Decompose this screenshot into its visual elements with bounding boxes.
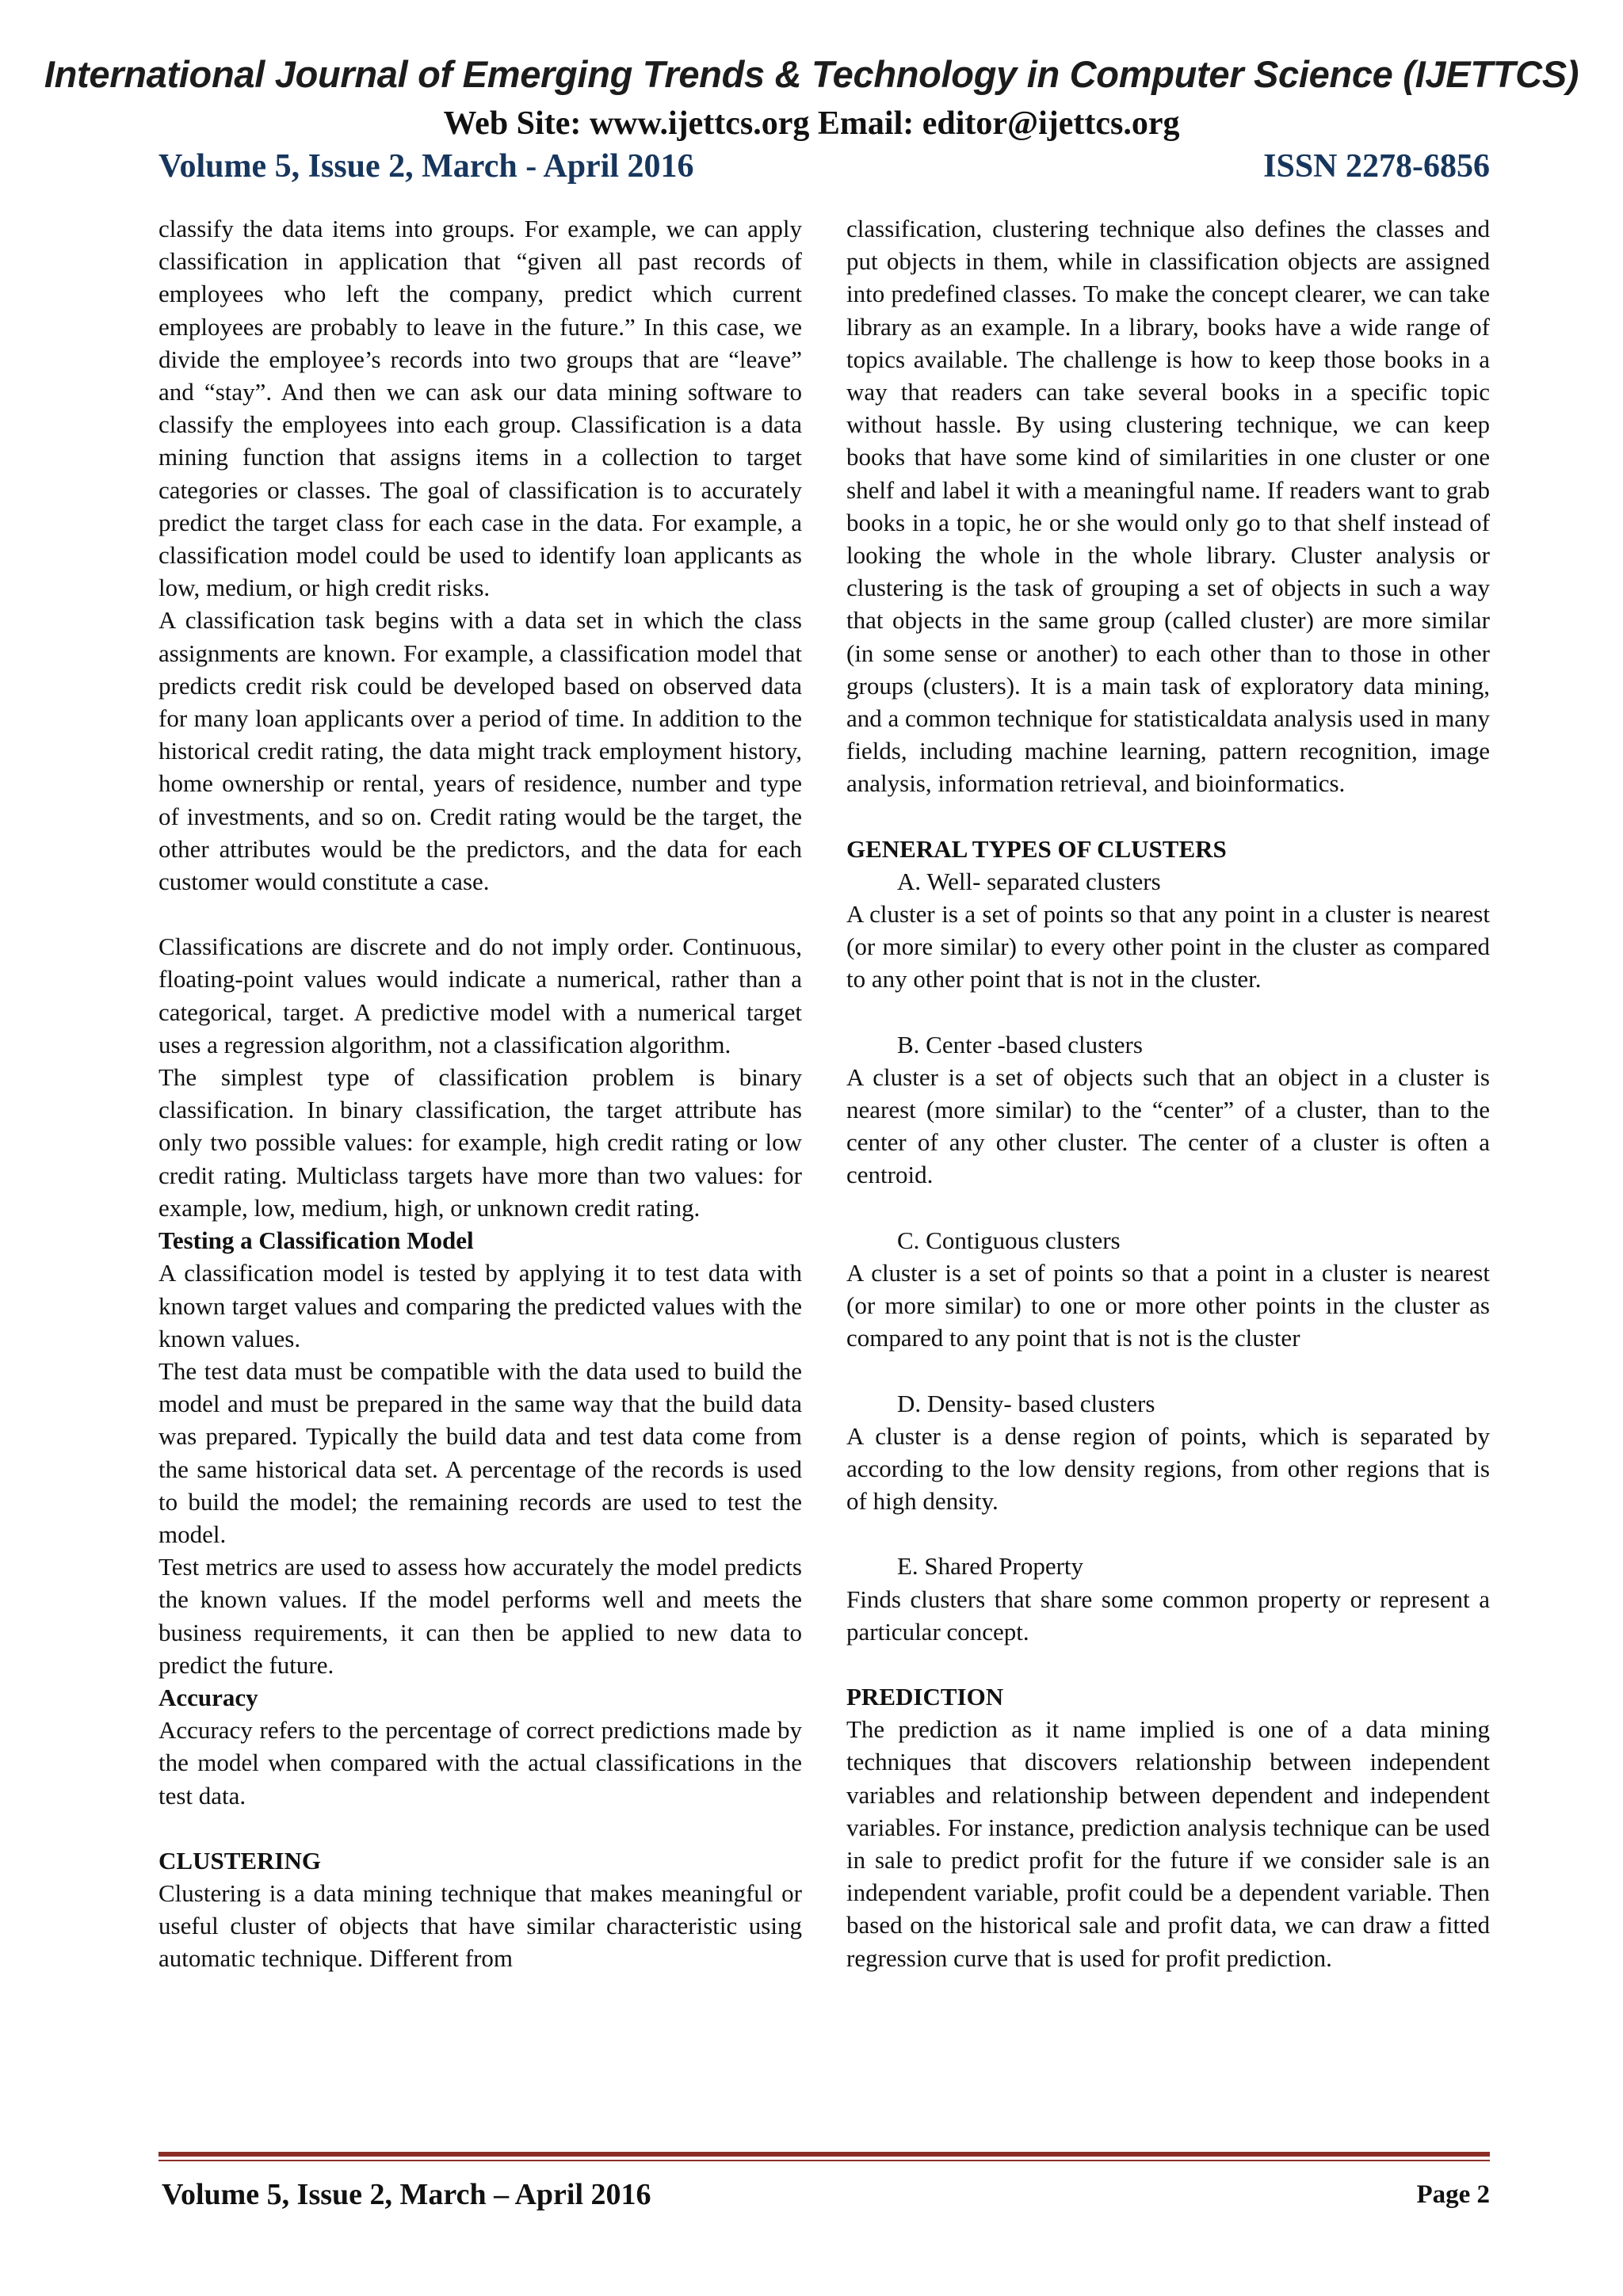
paragraph: A cluster is a dense region of points, which is separated by according to the low density regions, from other regions that is of high density. xyxy=(846,1421,1490,1516)
footer-page-number: Page 2 xyxy=(1416,2180,1490,2209)
section-heading-accuracy: Accuracy xyxy=(158,1683,258,1711)
right-column xyxy=(846,212,1490,1974)
subheading-density-based: D. Density- based clusters xyxy=(897,1389,1155,1417)
paragraph-spacer xyxy=(158,898,802,930)
paragraph: Classifications are discrete and do not imply order. Continuous, floating-point values would indicate a numerical, rather than a categorical, target. A predictive model with a numerical target uses a regression algorithm, not a classification algorithm. xyxy=(158,933,802,1058)
header-volume-issue: Volume 5, Issue 2, March - April 2016 xyxy=(158,148,694,185)
section-heading-prediction: PREDICTION xyxy=(846,1682,1004,1711)
paragraph: The test data must be compatible with the data used to build the model and must be prepared in the same way that the build data was prepared. Typically the build data and test data come from the same historical data set. A percentage of the records is used to build the model; the remaining records are used to test the model. xyxy=(158,1356,802,1548)
paragraph-spacer xyxy=(846,996,1490,1028)
subheading-well-separated: A. Well- separated clusters xyxy=(897,867,1161,895)
paragraph: The simplest type of classification problem is binary classification. In binary classification, the target attribute has only two possible values: for example, high credit rating or low credit rating. Multiclass targets have more than two values: for example, low, medium, high, or unknown credit rating. xyxy=(158,1063,802,1222)
paragraph: A classification task begins with a data set in which the class assignments are known. For example, a classification model that predicts credit risk could be developed based on observed data for many loan applicants over a period of time. In addition to the historical credit rating, the data might track employment history, home ownership or rental, years of residence, number and type of investments, and so on. Credit rating would be the target, the other attributes would be the predictors, and the data for each customer would constitute a case. xyxy=(158,606,802,896)
paragraph: The prediction as it name implied is one of a data mining techniques that discovers relationship between independent variables and relationship between dependent and independent variables. For instance, prediction analysis technique can be used in sale to predict profit for the future if we consider sale is an independent variable, profit could be a dependent variable. Then based on the historical sale and profit data, we can draw a fitted regression curve that is used for profit prediction. xyxy=(846,1715,1490,1972)
subheading-shared-property: E. Shared Property xyxy=(897,1552,1084,1581)
paragraph-spacer xyxy=(846,1648,1490,1680)
paragraph: Test metrics are used to assess how accurately the model predicts the known values. If the model performs well and meets the business requirements, it can then be applied to new data to predict the future. xyxy=(158,1553,802,1679)
paragraph: A cluster is a set of points so that any point in a cluster is nearest (or more similar) to every other point in the cluster as compared to any other point that is not in the cluster. xyxy=(846,900,1490,994)
footer-divider-thin xyxy=(158,2160,1490,2161)
subheading-contiguous: C. Contiguous clusters xyxy=(897,1226,1121,1254)
paragraph: classify the data items into groups. For example, we can apply classification in application that “given all past records of employees who left the company, predict which current employees are probably to leave in the future.” In this case, we divide the employee’s records into two groups that are “leave” and “stay”. And then we can ask our data mining software to classify the employees into each group. Classification is a data mining function that assigns items in a collection to target categories or classes. The goal of classification is to accurately predict the target class for each case in the data. For example, a classification model could be used to identify loan applicants as low, medium, or high credit risks. xyxy=(158,215,802,602)
paragraph: Finds clusters that share some common property or represent a particular concept. xyxy=(846,1585,1490,1646)
section-heading-clustering: CLUSTERING xyxy=(158,1846,321,1875)
journal-title: International Journal of Emerging Trends & Technology in Computer Science (IJETTCS) xyxy=(44,53,1579,95)
paragraph-spacer xyxy=(846,1355,1490,1387)
paragraph: classification, clustering technique also defines the classes and put objects in them, while in classification objects are assigned into predefined classes. To make the concept clearer, we can take library as an example. In a library, books have a wide range of topics available. The challenge is how to keep those books in a way that readers can take several books in a specific topic without hassle. By using clustering technique, we can keep books that have some kind of similarities in one cluster or one shelf and label it with a meaningful name. If readers want to grab books in a topic, he or she would only go to that shelf instead of looking the whole in the whole library. Cluster analysis or clustering is the task of grouping a set of objects in such a way that objects in the same group (called cluster) are more similar (in some sense or another) to each other than to those in other groups (clusters). It is a main task of exploratory data mining, and a common technique for statisticaldata analysis used in many fields, including machine learning, pattern recognition, image analysis, information retrieval, and bioinformatics. xyxy=(846,215,1490,798)
left-column xyxy=(158,212,802,1975)
subheading-center-based: B. Center -based clusters xyxy=(897,1030,1143,1058)
section-heading-general-types: GENERAL TYPES OF CLUSTERS xyxy=(846,834,1227,863)
header-issn: ISSN 2278-6856 xyxy=(1263,148,1490,185)
paragraph: Clustering is a data mining technique that makes meaningful or useful cluster of objects that have similar characteristic using automatic technique. Different from xyxy=(158,1878,802,1973)
paragraph-spacer xyxy=(846,1517,1490,1550)
footer-volume-issue: Volume 5, Issue 2, March – April 2016 xyxy=(162,2178,651,2211)
paragraph-spacer xyxy=(846,1192,1490,1224)
paragraph-spacer xyxy=(846,800,1490,833)
footer-divider-thick xyxy=(158,2152,1490,2157)
paragraph: A classification model is tested by applying it to test data with known target values and comparing the predicted values with the known values. xyxy=(158,1259,802,1352)
paragraph: Accuracy refers to the percentage of correct predictions made by the model when compared with the actual classifications in the test data. xyxy=(158,1716,802,1810)
paragraph-spacer xyxy=(158,1812,802,1844)
section-heading-testing: Testing a Classification Model xyxy=(158,1226,474,1255)
journal-website-email: Web Site: www.ijettcs.org Email: editor@ijettcs.org xyxy=(443,105,1180,142)
paragraph: A cluster is a set of objects such that an object in a cluster is nearest (more similar) to the “center” of a cluster, than to the center of any other cluster. The center of a cluster is often a centroid. xyxy=(846,1062,1490,1189)
paragraph: A cluster is a set of points so that a point in a cluster is nearest (or more similar) to one or more other points in the cluster as compared to any point that is not is the cluster xyxy=(846,1258,1490,1352)
